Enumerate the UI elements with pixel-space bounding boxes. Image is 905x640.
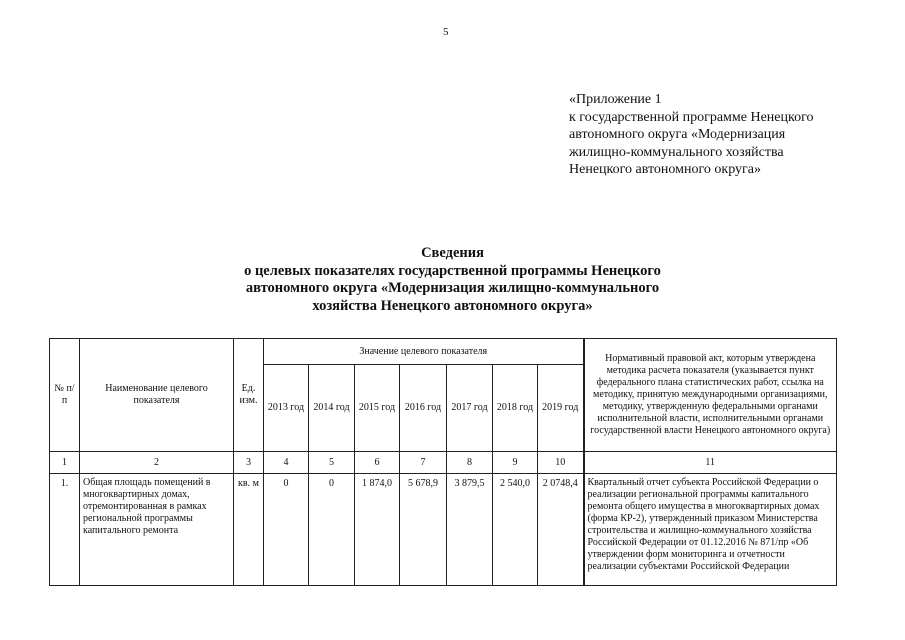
appendix-line: Ненецкого автономного округа» <box>569 162 761 177</box>
header-year: 2018 год <box>493 365 538 452</box>
column-number: 11 <box>584 452 837 474</box>
header-num: № п/п <box>50 339 80 452</box>
appendix-line: автономного округа «Модернизация <box>569 127 786 142</box>
appendix-line: жилищно-коммунального хозяйства <box>569 144 784 160</box>
header-year: 2019 год <box>538 365 584 452</box>
header-year: 2016 год <box>400 365 447 452</box>
title-line: автономного округа «Модернизация жилищно-коммунального <box>245 280 660 296</box>
column-number: 1 <box>50 452 80 474</box>
header-act: Нормативный правовой акт, которым утверждена методика расчета показателя (указывается пункт федерального плана статистических работ, ссылка на методику, принятую международными организациями, методику, утвержденную федеральными органами исполнительной власти, исполнительными органами государственной власти Ненецкого автономного округа) <box>584 339 837 452</box>
column-number: 9 <box>493 452 538 474</box>
row-value: 3 879,5 <box>447 474 493 586</box>
row-value: 0 <box>264 474 309 586</box>
header-year: 2014 год <box>309 365 355 452</box>
row-act: Квартальный отчет субъекта Российской Федерации о реализации региональной программы капитального ремонта общего имущества в многоквартирных домах (форма КР-2), утвержденный приказом Министерства строительства и жилищно-коммунального хозяйства Российской Федерации от 01.12.2016 № 871/пр «Об утверждении форм мониторинга и отчетности реализации субъектами Российской Федерации <box>584 474 837 586</box>
header-value-group: Значение целевого показателя <box>264 339 584 365</box>
row-value: 1 874,0 <box>355 474 400 586</box>
row-name: Общая площадь помещений в многоквартирных домах, отремонтированная в рамках региональной программы капитального ремонта <box>80 474 234 586</box>
header-unit: Ед. изм. <box>234 339 264 452</box>
header-year: 2017 год <box>447 365 493 452</box>
row-value: 0 <box>309 474 355 586</box>
column-number: 5 <box>309 452 355 474</box>
row-value: 2 540,0 <box>493 474 538 586</box>
header-year: 2013 год <box>264 365 309 452</box>
document-title <box>0 245 905 315</box>
row-value: 5 678,9 <box>400 474 447 586</box>
row-num: 1. <box>50 474 80 586</box>
table-row <box>50 474 837 586</box>
indicators-table <box>49 338 837 586</box>
column-number: 8 <box>447 452 493 474</box>
column-number: 10 <box>538 452 584 474</box>
column-number: 4 <box>264 452 309 474</box>
page-number: 5 <box>443 26 449 38</box>
column-number: 6 <box>355 452 400 474</box>
row-value: 2 0748,4 <box>538 474 584 586</box>
header-year: 2015 год <box>355 365 400 452</box>
title-line: о целевых показателях государственной программы Ненецкого <box>244 262 661 279</box>
row-unit: кв. м <box>234 474 264 586</box>
title-line: Сведения <box>421 245 484 261</box>
appendix-line: к государственной программе Ненецкого <box>569 109 814 125</box>
title-line: хозяйства Ненецкого автономного округа» <box>312 297 593 314</box>
column-number: 3 <box>234 452 264 474</box>
column-number: 7 <box>400 452 447 474</box>
appendix-line: «Приложение 1 <box>569 92 662 107</box>
appendix-block <box>569 91 869 179</box>
column-number: 2 <box>80 452 234 474</box>
header-name: Наименование целевого показателя <box>80 339 234 452</box>
